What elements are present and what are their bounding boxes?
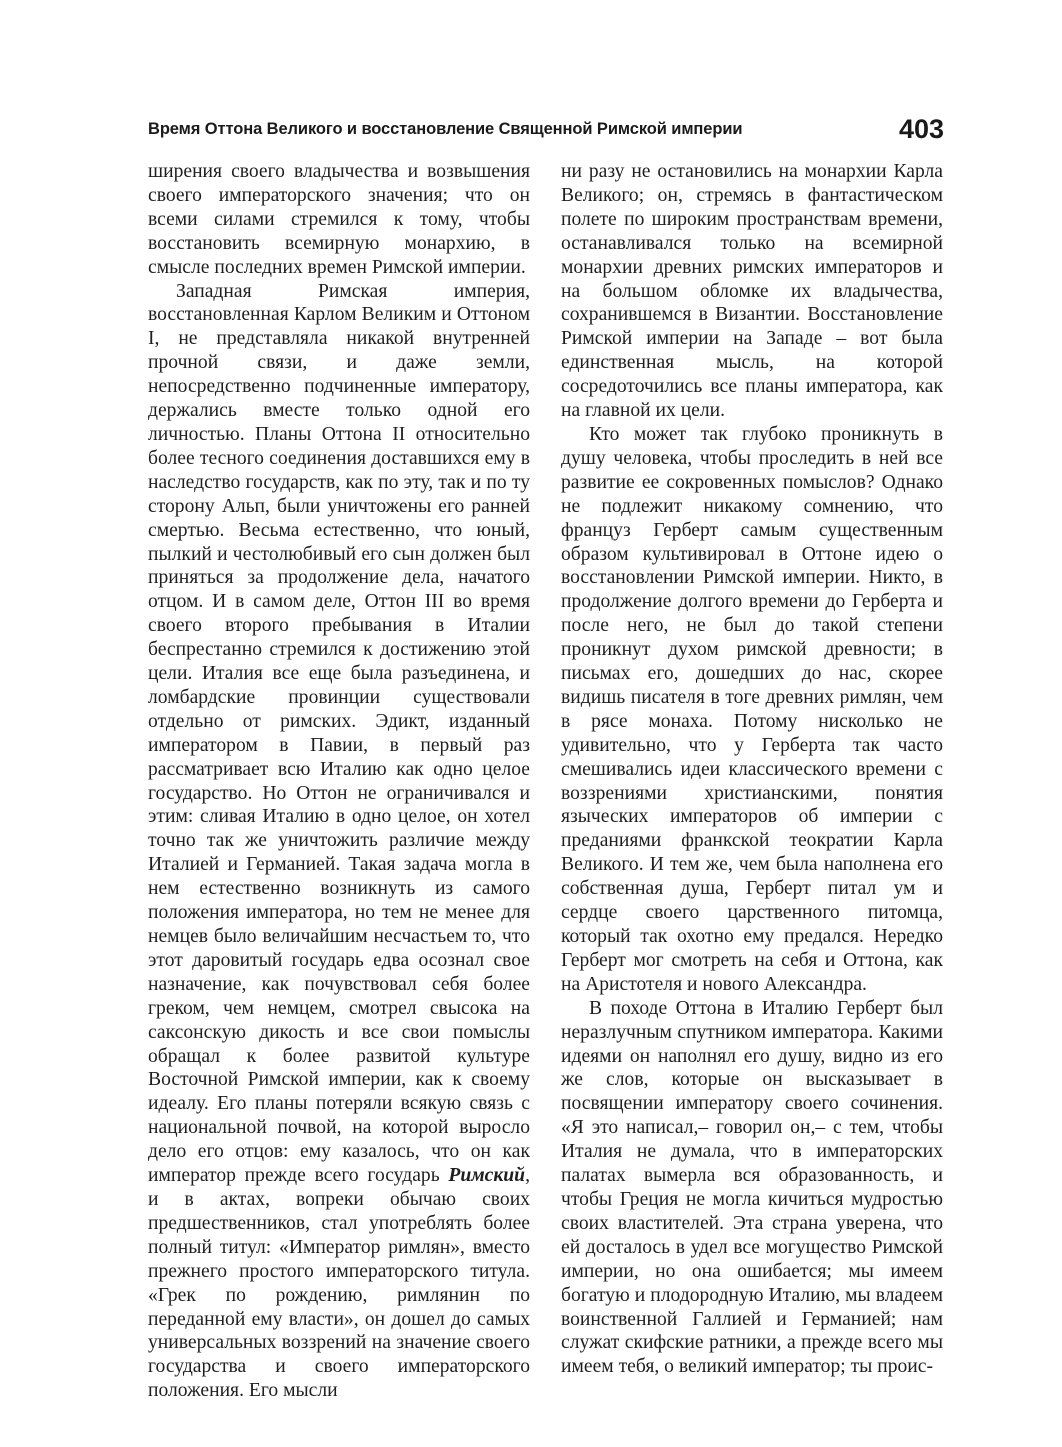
paragraph: ни разу не остановились на монархии Карла Великого; он, стремясь в фантастическом полете по широким пространствам времени, останавливался только на всемирной монархии древних римских императоров и на большом обломке их владычества, сохранившемся в Византии. Восстановление Римской империи на Западе – вот была единственная мысль, на которой сосредоточились все планы императора, как на главной их цели. [561,161,943,422]
paragraph: ширения своего владычества и возвышения своего императорского значения; что он всеми силами стремился к тому, чтобы восстановить всемирную монархию, в смысле последних времен Римской империи. [148,161,530,278]
page-number: 403 [898,114,944,144]
text-span: , и в актах, вопреки обычаю своих предшественников, стал употреблять более полный титул: «Император римлян», вместо прежнего простого императорского титула. «Грек по рождению, римлянин по переданной ему власти», он дошел до самых универсальных воззрений на значение своего государства и своего императорского положения. Его мысли [148,1165,530,1402]
paragraph: Кто может так глубоко проникнуть в душу человека, чтобы проследить в ней все развитие ее сокровенных помыслов? Однако не подлежит никакому сомнению, что француз Герберт самым существенным образом культивировал в Оттоне идею о восстановлении Римской империи. Никто, в продолжение долгого времени до Герберта и после него, не был до такой степени проникнут духом римской древности; в письмах его, дошедших до нас, скорее видишь писателя в тоге древних римлян, чем в рясе монаха. Потому нисколько не удивительно, что у Герберта так часто смешивались идеи классического времени с воззрениями христианскими, понятия языческих императоров об империи с преданиями франкской теократии Карла Великого. И тем же, чем была наполнена его собственная душа, Герберт питал ум и сердце своего царственного питомца, который так охотно ему предался. Нередко Герберт мог смотреть на себя и Оттона, как на Аристотеля и нового Александра. [561,423,943,995]
running-head: Время Оттона Великого и восстановление Священной Римской империи [148,120,743,138]
paragraph [148,280,530,1404]
text-span: Западная Римская империя, восстановленная Карлом Великим и Оттоном I, не представляла никакой внутренней прочной связи, и даже земли, непосредственно подчиненные императору, держались вместе только одной его личностью. Планы Оттона II относительно более тесного соединения доставшихся ему в наследство государств, как по эту, так и по ту сторону Альп, были уничтожены его ранней смертью. Весьма естественно, что юный, пылкий и честолюбивый его сын должен был приняться за продолжение дела, начатого отцом. И в самом деле, Оттон III во время своего второго пребывания в Италии беспрестанно стремился к достижению этой цели. Италия все еще была разъединена, и ломбардские провинции существовали отдельно от римских. Эдикт, изданный императором в Павии, в первый раз рассматривает всю Италию как одно целое государство. Но Оттон не ограничивался и этим: сливая Италию в одно целое, он хотел точно так же уничтожить различие между Италией и Германией. Такая задача могла в нем естественно возникнуть из самого положения императора, но тем не менее для немцев было величайшим несчастьем то, что этот даровитый государь едва осознал свое назначение, как почувствовал себя более греком, чем немцем, смотрел свысока на саксонскую дикость и все свои помыслы обращал к более развитой культуре Восточной Римской империи, как к своему идеалу. Его планы потеряли всякую связь с национальной почвой, на которой выросло дело его отцов: ему казалось, что он как император прежде всего государь [148,280,530,1187]
paragraph: В походе Оттона в Италию Герберт был неразлучным спутником императора. Какими идеями он наполнял его душу, видно из его же слов, которые он высказывает в посвящении императору своего сочинения. «Я это написал,– говорил он,– с тем, чтобы Италия не думала, что в императорских палатах вымерла вся образованность, и чтобы Греция не могла кичиться мудростью своих властителей. Эта страна уверена, что ей досталось в удел все могущество Римской империи, но она ошибается; мы имеем богатую и плодородную Италию, мы владеем воинственной Галлией и Германией; нам служат скифские ратники, а прежде всего мы имеем тебя, о великий император; ты проис- [561,997,943,1378]
emphasis-text: Римский [448,1165,526,1187]
page-header [148,114,946,154]
right-column [561,160,943,1379]
left-column [148,160,530,1403]
